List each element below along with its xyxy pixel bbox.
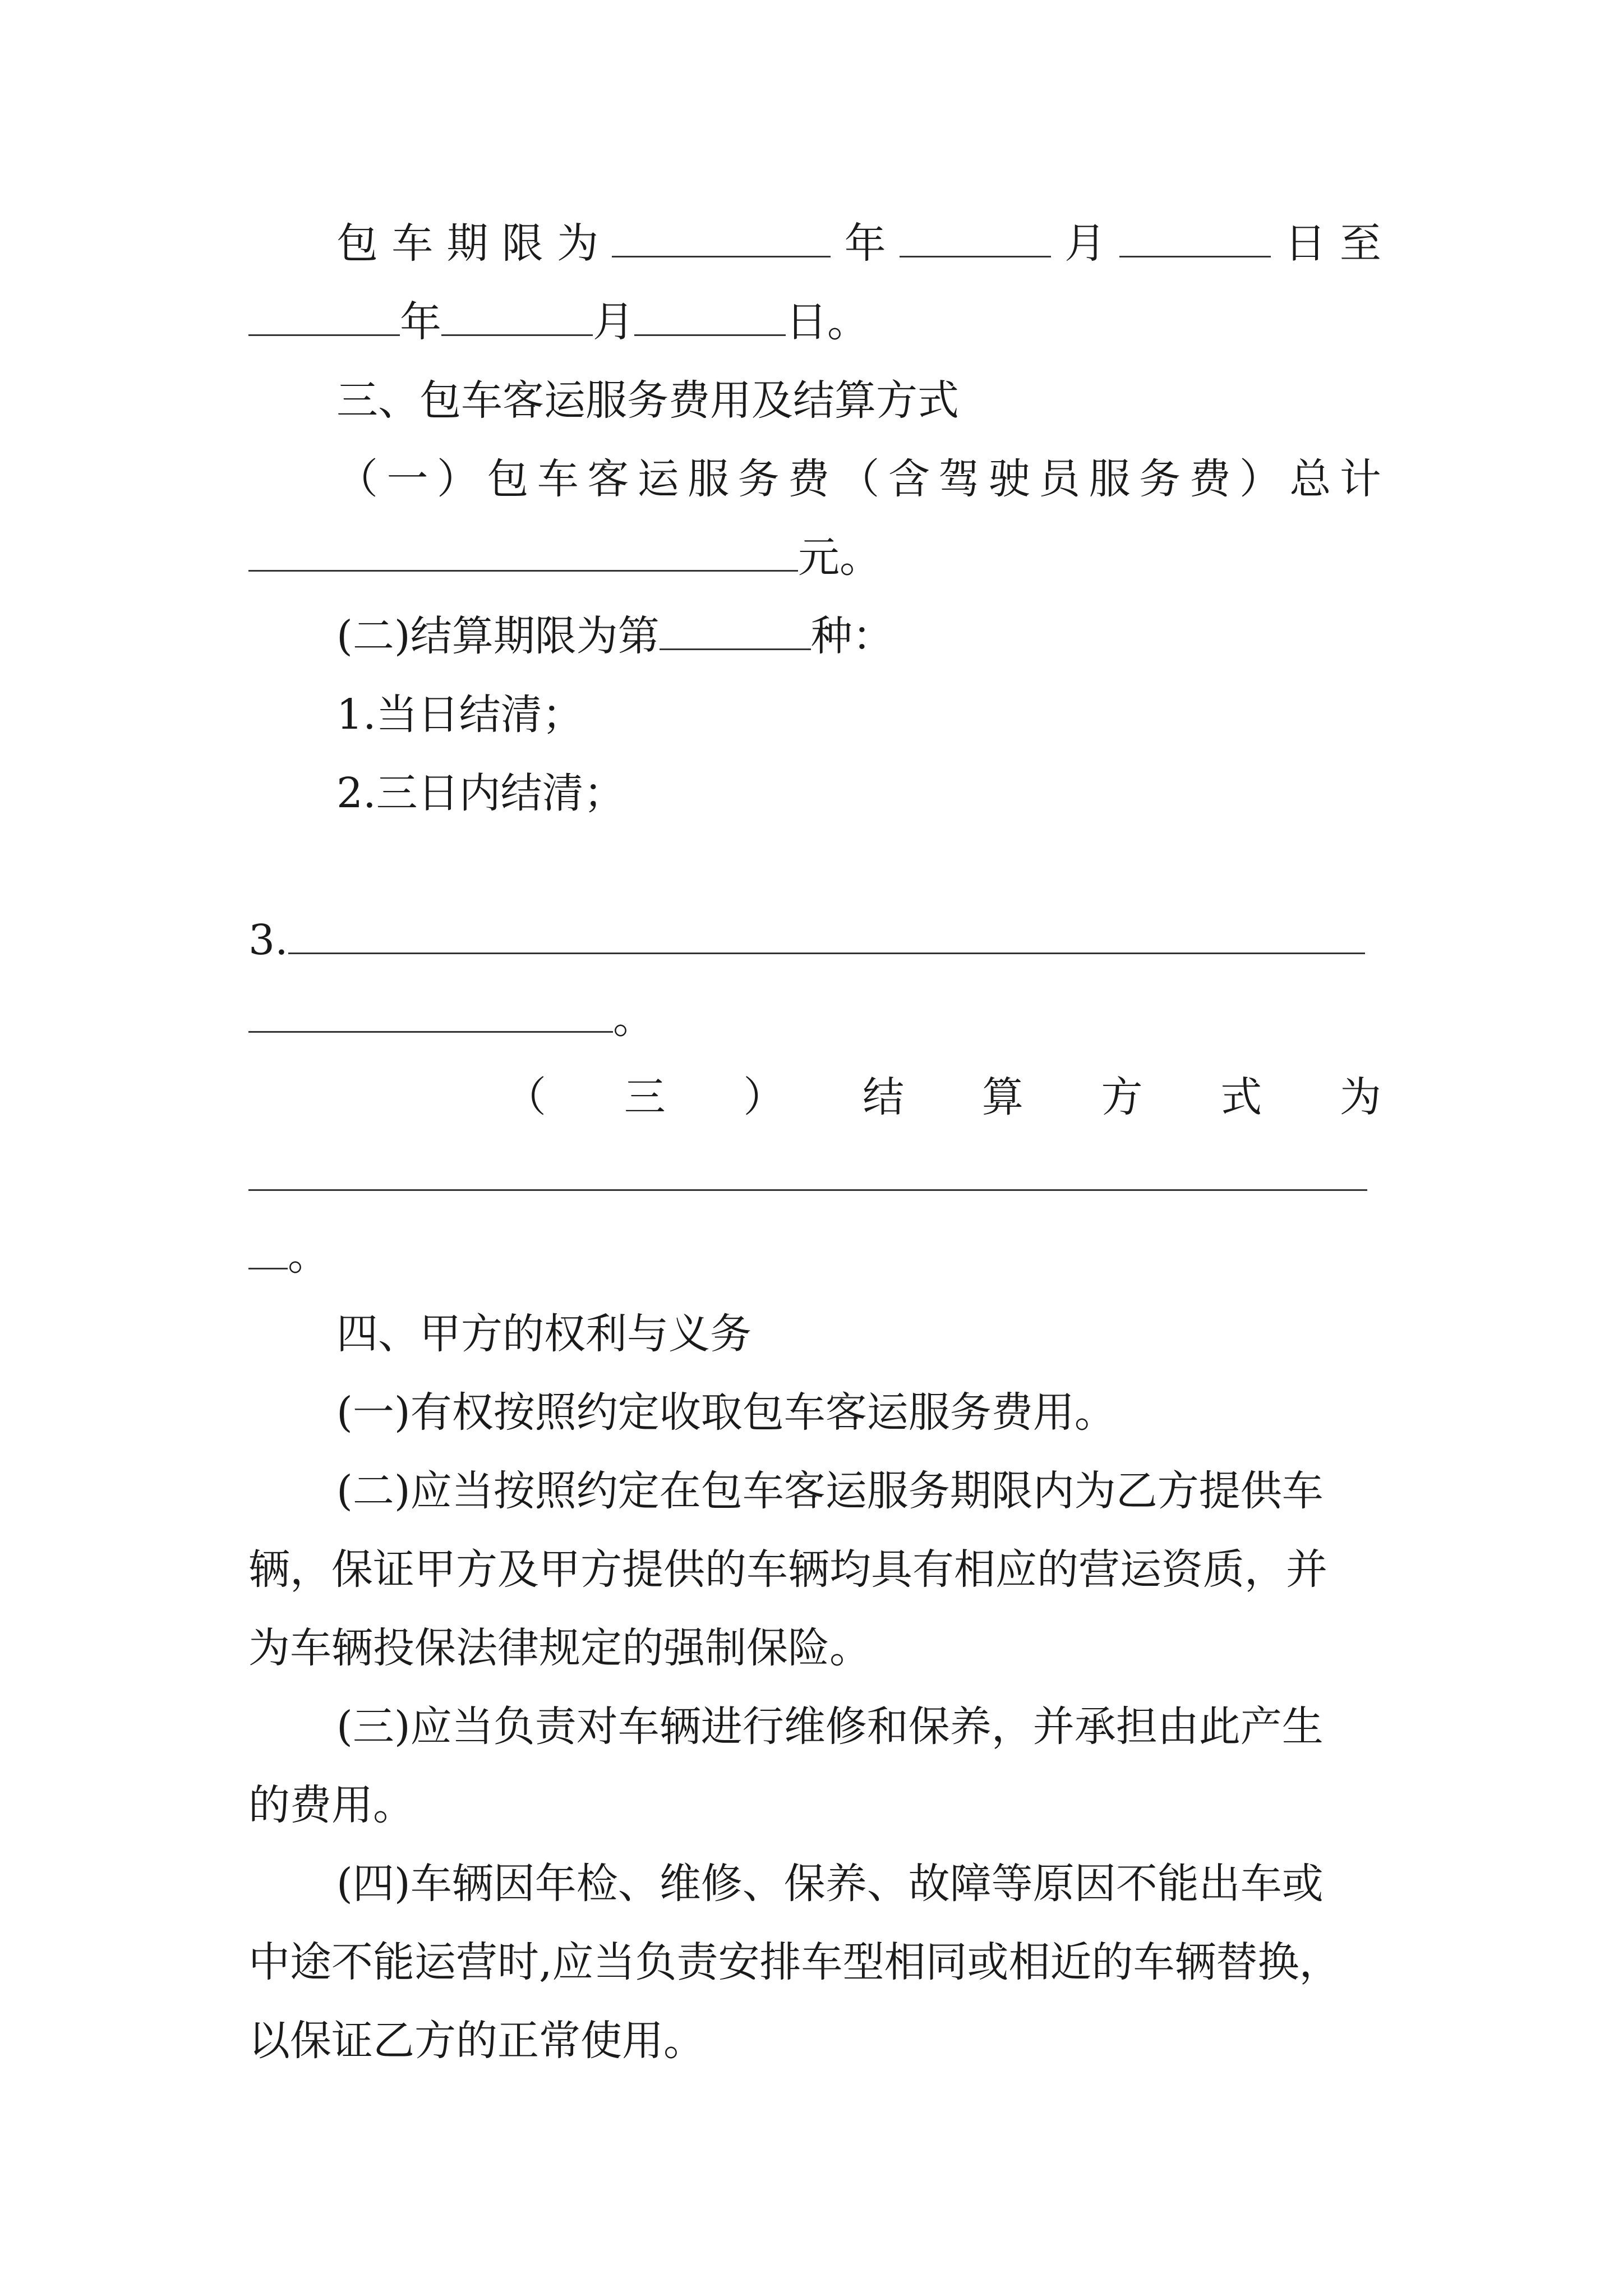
text-char: 服 [1089, 455, 1131, 503]
text-char: 包 [336, 219, 378, 268]
text-char: 含 [888, 455, 930, 503]
settlement-method-blank-cont[interactable] [248, 1233, 288, 1269]
text-run: 种： [810, 612, 894, 660]
text-char: 算 [981, 1073, 1023, 1121]
text-char: 限 [501, 219, 543, 268]
clause-4-3-line-2: 的费用。 [248, 1781, 414, 1829]
text-char: 一 [386, 455, 428, 503]
fee-line-1 [336, 448, 1381, 510]
option-item-3-blank-cont[interactable] [248, 996, 613, 1033]
text-char: 元。 [798, 533, 881, 582]
section-heading-4: 四、甲方的权利与义务 [336, 1310, 751, 1358]
text-char: 客 [587, 455, 629, 503]
text-char: 务 [1139, 455, 1181, 503]
start-year-blank[interactable] [612, 221, 831, 257]
charter-period-line-2 [248, 291, 1381, 353]
clause-4-2-line-3: 为车辆投保法律规定的强制保险。 [248, 1624, 871, 1672]
clause-4-1: (一)有权按照约定收取包车客运服务费用。 [336, 1388, 1116, 1437]
text-char: ） [436, 455, 478, 503]
clause-4-3-line-1: (三)应当负责对车辆进行维修和保养，并承担由此产生 [336, 1703, 1324, 1751]
settlement-option-blank[interactable] [660, 614, 811, 650]
text-char: 驾 [938, 455, 980, 503]
text-char: 年 [844, 219, 886, 268]
text-char: （ [838, 455, 880, 503]
text-char: ） [743, 1073, 785, 1121]
clause-4-2-line-1: (二)应当按照约定在包车客运服务期限内为乙方提供车 [336, 1467, 1324, 1515]
clause-4-4-line-2: 中途不能运营时,应当负责安排车型相同或相近的车辆替换， [248, 1938, 1341, 1986]
end-month-blank[interactable] [441, 300, 593, 336]
settlement-method-line-3 [248, 1224, 1381, 1287]
text-char: 费 [1189, 455, 1231, 503]
text-char: 至 [1339, 219, 1381, 268]
text-char: 年 [400, 298, 441, 346]
clause-4-4-line-3: 以保证乙方的正常使用。 [248, 2017, 705, 2065]
end-day-blank[interactable] [634, 300, 786, 336]
charter-period-line-1 [336, 212, 1381, 275]
text-char: 服 [688, 455, 730, 503]
settlement-period-line [336, 605, 1381, 668]
text-char: 期 [446, 219, 488, 268]
text-char: 员 [1039, 455, 1081, 503]
text-char: 月 [593, 298, 634, 346]
settlement-method-line-1 [505, 1066, 1381, 1129]
option-item-1: 1.当日结清； [336, 691, 584, 739]
option-item-2: 2.三日内结清； [336, 769, 625, 817]
start-month-blank[interactable] [900, 221, 1051, 257]
text-char: 方 [1101, 1073, 1143, 1121]
text-char: 月 [1064, 219, 1106, 268]
text-char: 三 [624, 1073, 666, 1121]
text-char: （ [505, 1073, 546, 1121]
text-char: 务 [737, 455, 780, 503]
text-char: 计 [1339, 455, 1381, 503]
text-run: 。 [613, 995, 654, 1043]
text-run: (二)结算期限为第 [336, 612, 660, 660]
text-char: ） [1239, 455, 1281, 503]
text-run: 。 [288, 1231, 329, 1280]
text-char: 运 [637, 455, 679, 503]
settlement-method-blank[interactable] [248, 1154, 1367, 1191]
text-char: 车 [391, 219, 434, 268]
text-char: （ [336, 455, 378, 503]
clause-4-2-line-2: 辆，保证甲方及甲方提供的车辆均具有相应的营运资质，并 [248, 1545, 1327, 1594]
section-heading-3: 三、包车客运服务费用及结算方式 [336, 376, 959, 425]
option-item-3-blank[interactable] [288, 918, 1365, 954]
end-year-blank[interactable] [248, 300, 400, 336]
text-char: 式 [1220, 1073, 1262, 1121]
fee-amount-blank[interactable] [248, 535, 798, 572]
text-char: 为 [557, 219, 599, 268]
text-char: 日。 [786, 298, 869, 346]
start-day-blank[interactable] [1119, 221, 1271, 257]
text-run: 3. [248, 916, 288, 964]
text-char: 车 [537, 455, 579, 503]
text-char: 驶 [988, 455, 1030, 503]
option-item-3-line-2 [248, 987, 1381, 1050]
text-char: 费 [787, 455, 829, 503]
text-char: 包 [487, 455, 529, 503]
option-item-3-line-1 [248, 909, 1381, 972]
text-char: 日 [1284, 219, 1326, 268]
text-char: 为 [1339, 1073, 1381, 1121]
settlement-method-line-2 [248, 1145, 1381, 1208]
fee-line-2 [248, 526, 1381, 589]
text-char: 总 [1289, 455, 1331, 503]
text-char: 结 [863, 1073, 905, 1121]
clause-4-4-line-1: (四)车辆因年检、维修、保养、故障等原因不能出车或 [336, 1860, 1324, 1908]
